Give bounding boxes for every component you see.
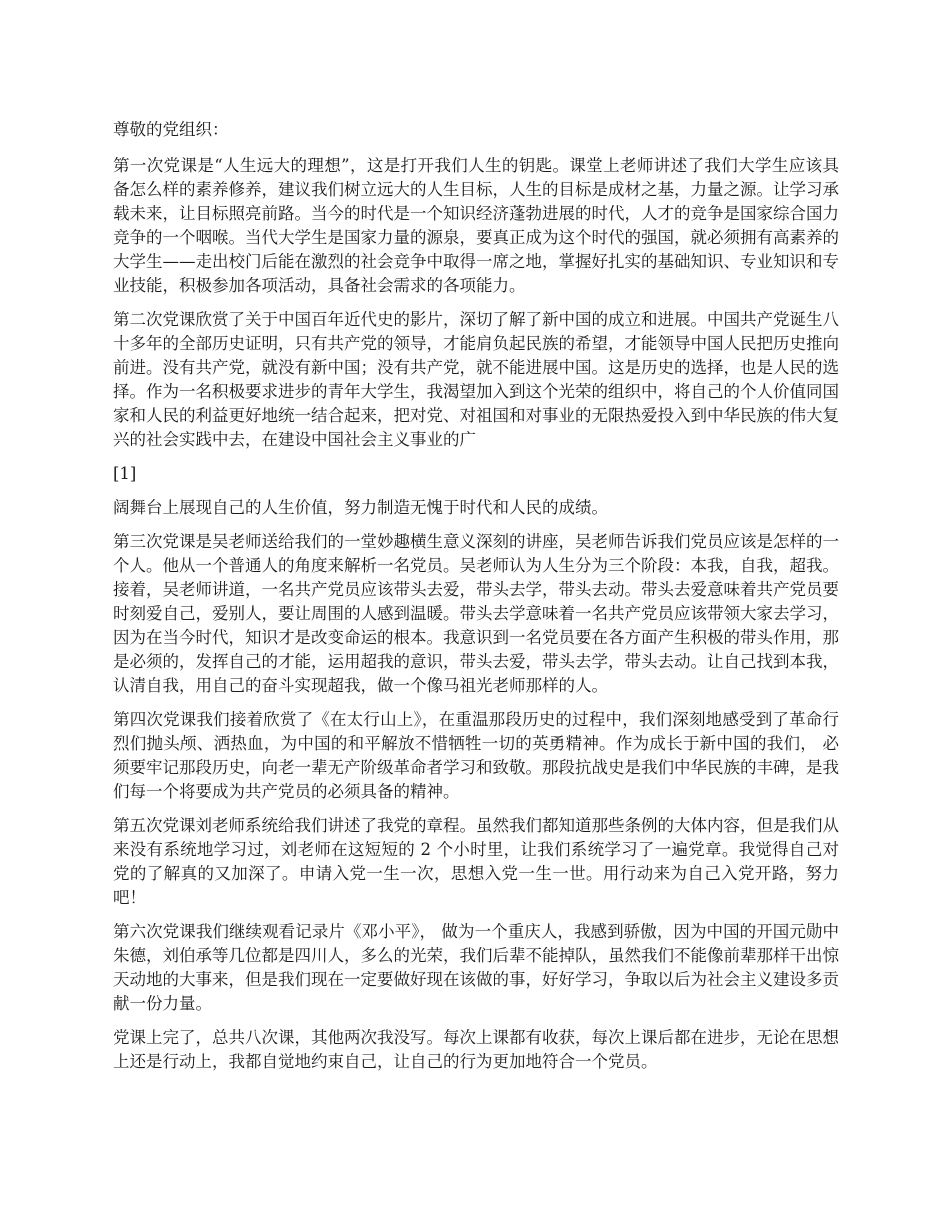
paragraph-second-lesson-continued: 阔舞台上展现自己的人生价值，努力制造无愧于时代和人民的成绩。 [113,498,608,517]
paragraph-fifth-lesson: 第五次党课刘老师系统给我们讲述了我党的章程。虽然我们都知道那些条例的大体内容，但是我们从来没有系统地学习过，刘老师在这短短的 2 个小时里，让我们系统学习了一遍党章。我觉得自己对党的了解真的又加深了。申请入党一生一次，思想入党一生一世。用行动来为自己入党开路，努力吧！ [113,816,839,907]
paragraph-fourth-lesson: 第四次党课我们接着欣赏了《在太行山上》，在重温那段历史的过程中，我们深刻地感受到了革命行烈们抛头颅、洒热血，为中国的和平解放不惜牺牲一切的英勇精神。作为成长于新中国的我们， 必须要牢记那段历史，向老一辈无产阶级革命者学习和致敬。那段抗战史是我们中华民族的丰碑，是我们每一个将要成为共产党员的必须具备的精神。 [113,710,839,801]
paragraph-sixth-lesson: 第六次党课我们继续观看记录片《邓小平》， 做为一个重庆人，我感到骄傲，因为中国的开国元勋中朱德，刘伯承等几位都是四川人，多么的光荣，我们后辈不能掉队，虽然我们不能像前辈那样干出惊天动地的大事来，但是我们现在一定要做好现在该做的事，好好学习，争取以后为社会主义建设多贡献一份力量。 [113,922,839,1013]
paragraph-second-lesson: 第二次党课欣赏了关于中国百年近代史的影片，深切了解了新中国的成立和进展。中国共产党诞生八十多年的全部历史证明，只有共产党的领导，才能肩负起民族的希望，才能领导中国人民把历史推向前进。没有共产党，就没有新中国；没有共产党，就不能进展中国。这是历史的选择，也是人民的选择。作为一名积极要求进步的青年大学生，我渴望加入到这个光荣的组织中，将自己的个人价值同国家和人民的利益更好地统一结合起来，把对党、对祖国和对事业的无限热爱投入到中华民族的伟大复兴的社会实践中去，在建设中国社会主义事业的广 [113,310,839,449]
paragraph-conclusion: 党课上完了，总共八次课，其他两次我没写。每次上课都有收获，每次上课后都在进步，无论在思想上还是行动上，我都自觉地约束自己，让自己的行为更加地符合一个党员。 [113,1028,839,1071]
footnote-marker: [1] [113,464,137,483]
paragraph-third-lesson: 第三次党课是吴老师送给我们的一堂妙趣横生意义深刻的讲座，吴老师告诉我们党员应该是怎样的一个人。他从一个普通人的角度来解析一名党员。吴老师认为人生分为三个阶段：本我，自我，超我。接着，吴老师讲道，一名共产党员应该带头去爱，带头去学，带头去动。带头去爱意味着共产党员要时刻爱自己，爱别人，要让周围的人感到温暖。带头去学意味着一名共产党员应该带领大家去学习，因为在当今时代，知识才是改变命运的根本。我意识到一名党员要在各方面产生积极的带头作用，那是必须的，发挥自己的才能，运用超我的意识，带头去爱，带头去学，带头去动。让自己找到本我，认清自我，用自己的奋斗实现超我，做一个像马祖光老师那样的人。 [113,532,839,695]
salutation: 尊敬的党组织： [113,120,229,139]
document-page [113,118,839,1084]
paragraph-first-lesson: 第一次党课是“人生远大的理想”，这是打开我们人生的钥匙。课堂上老师讲述了我们大学生应该具备怎么样的素养修养，建议我们树立远大的人生目标，人生的目标是成材之基，力量之源。让学习承载未来，让目标照亮前路。当今的时代是一个知识经济蓬勃进展的时代，人才的竞争是国家综合国力竞争的一个咽喉。当代大学生是国家力量的源泉，要真正成为这个时代的强国，就必须拥有高素养的大学生——走出校门后能在激烈的社会竞争中取得一席之地，掌握好扎实的基础知识、专业知识和专业技能，积极参加各项活动，具备社会需求的各项能力。 [113,156,839,295]
